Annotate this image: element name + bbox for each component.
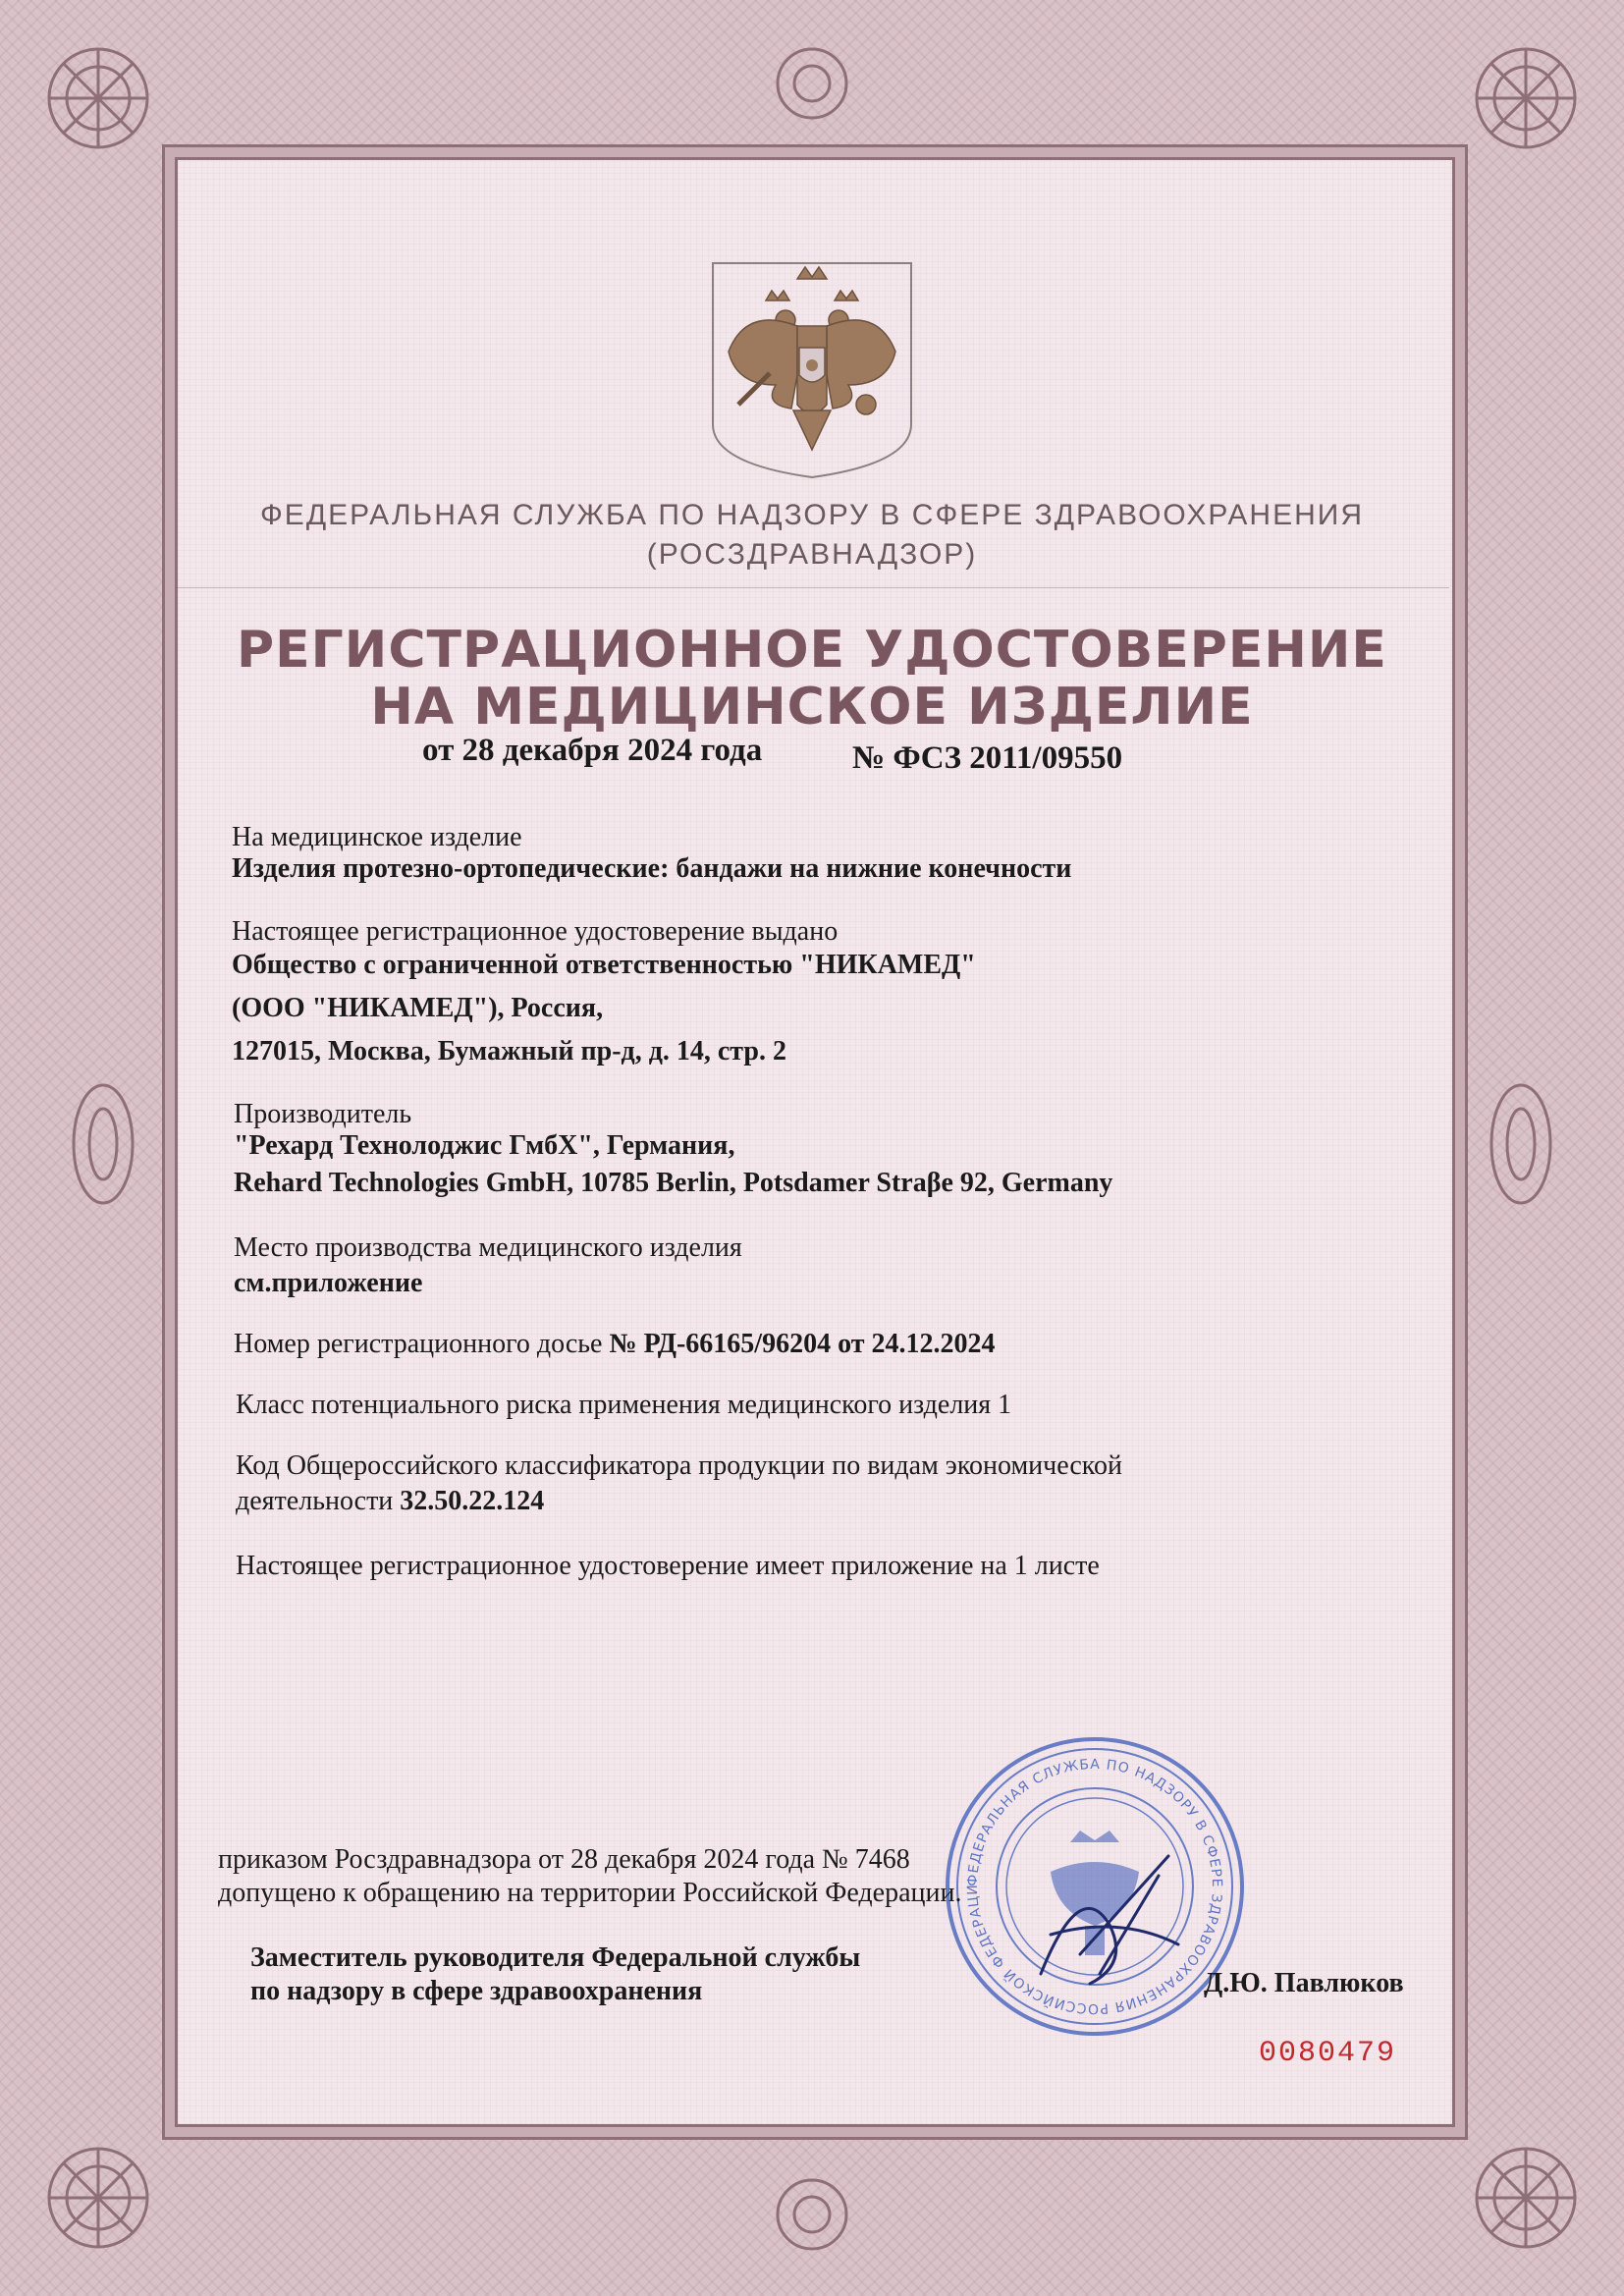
order-line-2: допущено к обращению на территории Российской Федерации. [218,1878,962,1908]
handwritten-signature [1021,1836,1188,2003]
dossier-field [234,1328,1333,1360]
certificate-title-line-2: НА МЕДИЦИНСКОЕ ИЗДЕЛИЕ [370,678,1254,737]
frame-ornament-right [1477,1070,1565,1218]
holder-line-2: (ООО "НИКАМЕД"), Россия, [232,993,604,1023]
holder-line-3: 127015, Москва, Бумажный пр-д, д. 14, стр. 2 [232,1036,786,1066]
frame-corner-bottom-left [29,2129,167,2267]
manufacturer-line-2: Rehard Technologies GmbH, 10785 Berlin, Potsdamer Straβe 92, Germany [234,1168,1113,1198]
dossier-value: № РД-66165/96204 от 24.12.2024 [609,1329,996,1359]
production-site-value: см.приложение [234,1268,423,1298]
production-site-label: Место производства медицинского изделия [234,1232,742,1263]
frame-ornament-left [59,1070,147,1218]
okpd-value: 32.50.22.124 [400,1486,545,1516]
order-line-1: приказом Росздравнадзора от 28 декабря 2024 года № 7468 [218,1844,910,1875]
okpd-field [236,1485,1335,1517]
certificate-number: № ФСЗ 2011/09550 [852,740,1123,776]
risk-class-label: Класс потенциального риска применения медицинского изделия [236,1390,992,1420]
device-value: Изделия протезно-ортопедические: бандажи на нижние конечности [232,853,1072,884]
device-label: На медицинское изделие [232,822,522,852]
okpd-label-line-1: Код Общероссийского классификатора продукции по видам экономической [236,1450,1122,1481]
dossier-label: Номер регистрационного досье [234,1329,603,1359]
frame-corner-top-left [29,29,167,167]
okpd-label-line-2: деятельности [236,1486,394,1516]
frame-ornament-bottom [768,2170,856,2259]
serial-number: 0080479 [1259,2037,1397,2070]
header-divider [175,587,1449,588]
signer-title-line-1: Заместитель руководителя Федеральной службы [250,1942,861,1973]
holder-line-1: Общество с ограниченной ответственностью "НИКАМЕД" [232,950,976,980]
frame-ornament-top [768,39,856,128]
manufacturer-label: Производитель [234,1099,412,1129]
frame-corner-bottom-right [1457,2129,1595,2267]
agency-name: ФЕДЕРАЛЬНАЯ СЛУЖБА ПО НАДЗОРУ В СФЕРЕ ЗДРАВООХРАНЕНИЯ [260,499,1364,531]
signer-name: Д.Ю. Павлюков [1204,1968,1404,1998]
appendix-note: Настоящее регистрационное удостоверение имеет приложение на 1 листе [236,1551,1100,1581]
frame-corner-top-right [1457,29,1595,167]
coat-of-arms-icon [707,257,917,481]
risk-class-field [236,1389,1335,1421]
risk-class-value: 1 [998,1390,1012,1420]
manufacturer-line-1: "Рехард Технолоджис ГмбХ", Германия, [234,1130,735,1161]
stamp-text: ФЕДЕРАЛЬНАЯ СЛУЖБА ПО НАДЗОРУ В СФЕРЕ ЗДРАВООХРАНЕНИЯ РОССИЙСКОЙ ФЕДЕРАЦИ [964,1756,1225,2017]
issue-date: от 28 декабря 2024 года [422,733,763,768]
holder-label: Настоящее регистрационное удостоверение выдано [232,916,839,947]
signer-title-line-2: по надзору в сфере здравоохранения [250,1976,703,2006]
certificate-title-line-1: РЕГИСТРАЦИОННОЕ УДОСТОВЕРЕНИЕ [237,621,1387,680]
agency-abbreviation: (РОСЗДРАВНАДЗОР) [646,538,978,571]
